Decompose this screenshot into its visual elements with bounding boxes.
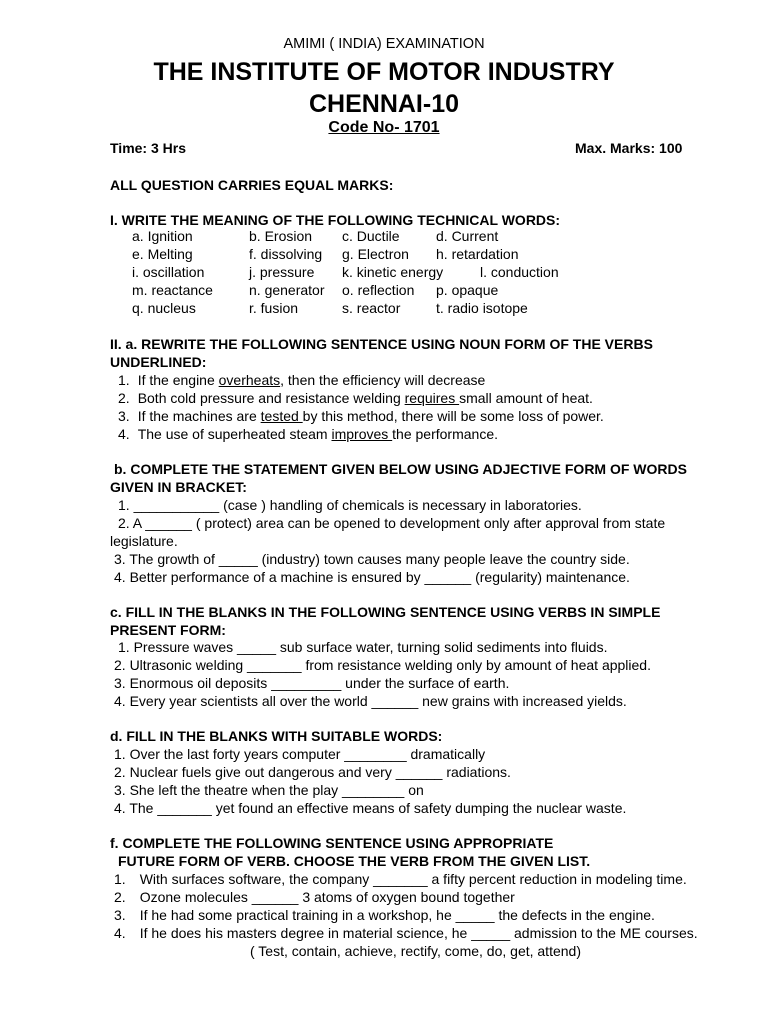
verb-list: ( Test, contain, achieve, rectify, come, do, get, attend): [250, 943, 581, 959]
section-1-title: I. WRITE THE MEANING OF THE FOLLOWING TECHNICAL WORDS:: [110, 212, 561, 228]
question-2a-1: 1. If the engine overheats, then the efficiency will decrease: [118, 372, 486, 388]
question-2c-1: 1. Pressure waves _____ sub surface water, turning solid sediments into fluids.: [118, 639, 608, 655]
word-item: d. Current: [436, 228, 499, 244]
question-2d-3: 3. She left the theatre when the play ________ on: [114, 782, 424, 798]
word-item: f. dissolving: [249, 246, 323, 262]
instruction-text: ALL QUESTION CARRIES EQUAL MARKS:: [110, 177, 394, 193]
word-item: m. reactance: [132, 282, 213, 298]
section-2b-title-line2: GIVEN IN BRACKET:: [110, 479, 247, 495]
question-2b-4: 4. Better performance of a machine is ensured by ______ (regularity) maintenance.: [114, 569, 630, 585]
question-2a-2: 2. Both cold pressure and resistance welding requires small amount of heat.: [118, 390, 593, 406]
word-item: l. conduction: [480, 264, 559, 280]
section-2f-title-line2: FUTURE FORM OF VERB. CHOOSE THE VERB FROM THE GIVEN LIST.: [118, 853, 591, 869]
question-2c-4: 4. Every year scientists all over the world ______ new grains with increased yields.: [114, 693, 627, 709]
max-marks-label: Max. Marks: 100: [575, 140, 683, 156]
word-item: b. Erosion: [249, 228, 313, 244]
word-item: k. kinetic energy: [342, 264, 444, 280]
word-item: h. retardation: [436, 246, 519, 262]
word-item: n. generator: [249, 282, 325, 298]
question-2b-1: 1. ___________ (case ) handling of chemicals is necessary in laboratories.: [118, 497, 582, 513]
time-label: Time: 3 Hrs: [110, 140, 186, 156]
word-item: j. pressure: [249, 264, 315, 280]
question-2f-2: 2. Ozone molecules ______ 3 atoms of oxygen bound together: [114, 889, 515, 905]
section-2c-title-line1: c. FILL IN THE BLANKS IN THE FOLLOWING SENTENCE USING VERBS IN SIMPLE: [110, 604, 661, 620]
question-2d-2: 2. Nuclear fuels give out dangerous and very ______ radiations.: [114, 764, 511, 780]
question-2b-2: 2. A ______ ( protect) area can be opened to development only after approval from state: [118, 515, 666, 531]
word-item: q. nucleus: [132, 300, 196, 316]
word-item: a. Ignition: [132, 228, 193, 244]
question-2f-1: 1. With surfaces software, the company _______ a fifty percent reduction in modeling time.: [114, 871, 687, 887]
question-2c-2: 2. Ultrasonic welding _______ from resistance welding only by amount of heat applied.: [114, 657, 651, 673]
section-2d-title: d. FILL IN THE BLANKS WITH SUITABLE WORDS:: [110, 728, 443, 744]
question-2d-4: 4. The _______ yet found an effective means of safety dumping the nuclear waste.: [114, 800, 627, 816]
question-2b-3: 3. The growth of _____ (industry) town causes many people leave the country side.: [114, 551, 630, 567]
word-item: i. oscillation: [132, 264, 205, 280]
word-item: t. radio isotope: [436, 300, 528, 316]
section-2c-title-line2: PRESENT FORM:: [110, 622, 226, 638]
section-2b-title-line1: b. COMPLETE THE STATEMENT GIVEN BELOW USING ADJECTIVE FORM OF WORDS: [114, 461, 687, 477]
code-number: Code No- 1701: [328, 119, 440, 136]
question-2f-3: 3. If he had some practical training in a workshop, he _____ the defects in the engine.: [114, 907, 655, 923]
section-2f-title-line1: f. COMPLETE THE FOLLOWING SENTENCE USING APPROPRIATE: [110, 835, 554, 851]
examination-name: AMIMI ( INDIA) EXAMINATION: [283, 36, 485, 52]
word-item: c. Ductile: [342, 228, 400, 244]
word-item: e. Melting: [132, 246, 193, 262]
question-2f-4: 4. If he does his masters degree in material science, he _____ admission to the ME courses.: [114, 925, 698, 941]
question-2d-1: 1. Over the last forty years computer ________ dramatically: [114, 746, 486, 762]
word-item: g. Electron: [342, 246, 409, 262]
city-title: CHENNAI-10: [308, 90, 460, 118]
question-2b-2-cont: legislature.: [110, 533, 178, 549]
section-2a-title-line1: II. a. REWRITE THE FOLLOWING SENTENCE USING NOUN FORM OF THE VERBS: [110, 336, 653, 352]
question-2a-4: 4. The use of superheated steam improves the performance.: [118, 426, 499, 442]
word-item: p. opaque: [436, 282, 499, 298]
word-item: s. reactor: [342, 300, 401, 316]
question-2a-3: 3. If the machines are tested by this method, there will be some loss of power.: [118, 408, 604, 424]
section-2a-title-line2: UNDERLINED:: [110, 354, 207, 370]
institute-title: THE INSTITUTE OF MOTOR INDUSTRY: [153, 58, 615, 86]
question-2c-3: 3. Enormous oil deposits _________ under the surface of earth.: [114, 675, 510, 691]
word-item: o. reflection: [342, 282, 415, 298]
word-item: r. fusion: [249, 300, 299, 316]
